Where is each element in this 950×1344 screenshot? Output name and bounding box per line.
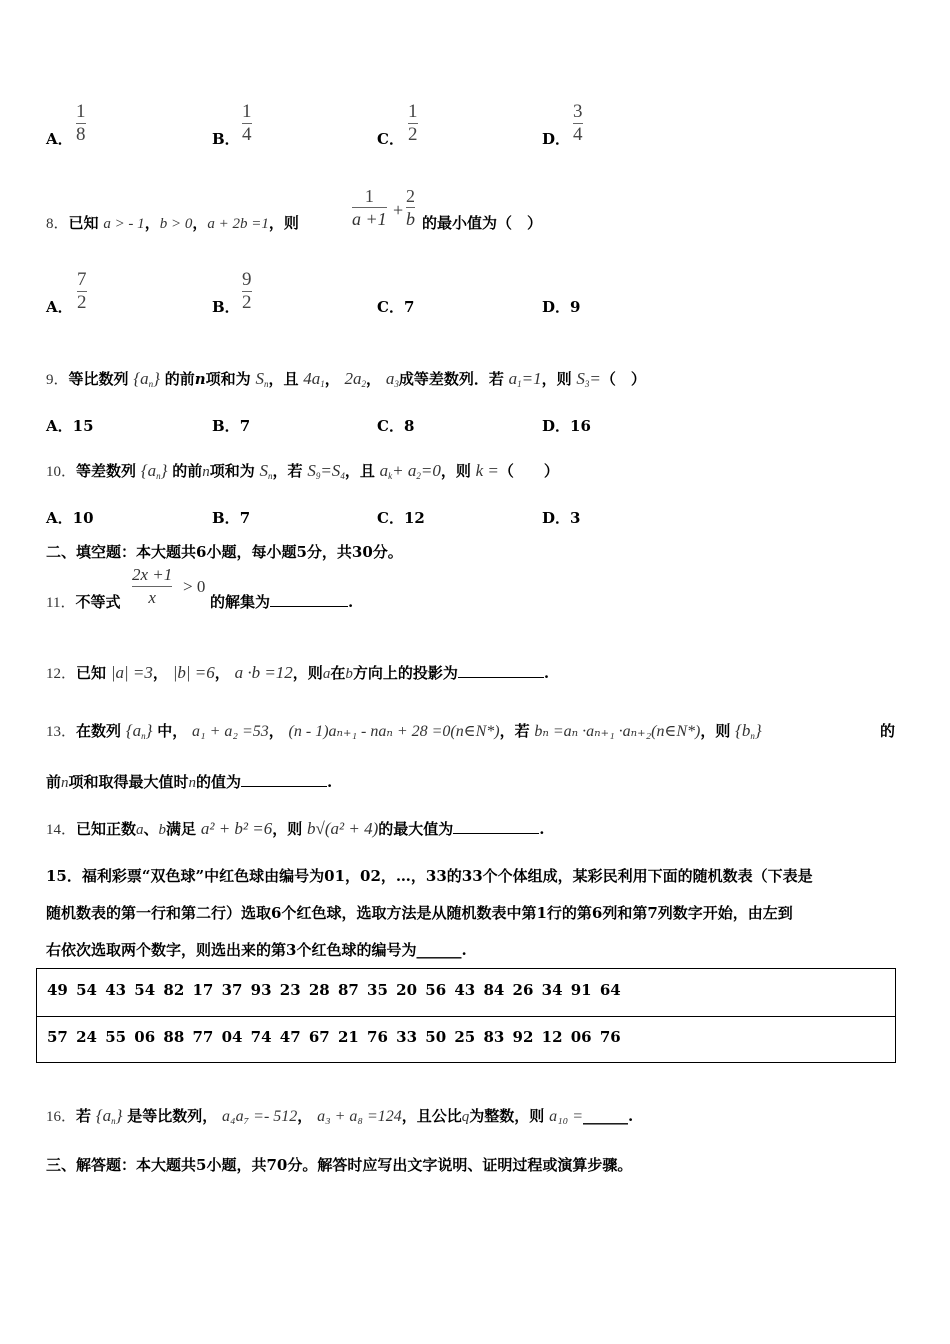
q16-target: a₁₀ = bbox=[549, 1108, 584, 1125]
answer-blank[interactable]: ______ bbox=[583, 1107, 629, 1125]
q10-option-b bbox=[212, 507, 250, 528]
sum-symbol: S bbox=[255, 369, 264, 388]
q8-option-b-fraction bbox=[242, 270, 252, 313]
q10-text-3: 项和为 bbox=[209, 462, 255, 480]
denominator: 2 bbox=[77, 292, 87, 313]
separator: 、 bbox=[143, 820, 159, 838]
q12-cond-3: a ·b =12 bbox=[234, 663, 293, 682]
option-value: 7 bbox=[239, 509, 251, 527]
period: . bbox=[327, 773, 333, 791]
numerator: 7 bbox=[77, 269, 87, 290]
period: . bbox=[543, 664, 550, 682]
var-a: a bbox=[136, 822, 144, 838]
option-label: B． bbox=[212, 509, 240, 527]
q9-term-3 bbox=[386, 369, 399, 388]
subscript: 2 bbox=[361, 379, 367, 389]
q9-sequence: $\{a_n\}$ bbox=[133, 369, 160, 389]
q10-text-4: ，若 bbox=[272, 462, 303, 480]
q7-option-c-fraction bbox=[408, 102, 418, 145]
option-label: D． bbox=[542, 509, 571, 527]
q9-text: 等比数列 bbox=[68, 370, 129, 388]
q14-line bbox=[46, 818, 545, 839]
q7-option-a-fraction bbox=[76, 102, 86, 145]
q8-option-d bbox=[542, 296, 580, 317]
question-number: 8． bbox=[46, 216, 69, 232]
option-value: 16 bbox=[570, 417, 591, 435]
q10-paren: （ ） bbox=[498, 462, 559, 480]
q9-text-3: 项和为 bbox=[205, 370, 251, 388]
q10-cond-1 bbox=[307, 461, 344, 480]
q9-text-5: 成等差数列．若 bbox=[398, 370, 504, 388]
q10-option-c bbox=[377, 507, 425, 528]
period: . bbox=[539, 820, 545, 838]
q10-option-a bbox=[46, 507, 94, 528]
vector-b: b bbox=[345, 666, 353, 682]
option-label: C． bbox=[377, 298, 404, 316]
q9-text-4: ，且 bbox=[268, 370, 299, 388]
answer-blank[interactable] bbox=[270, 592, 348, 607]
q16-cond-1: a₄a₇ =- 512 bbox=[222, 1108, 298, 1125]
q9-option-a bbox=[46, 415, 94, 436]
q10-text: 等差数列 bbox=[76, 462, 137, 480]
term: 4a bbox=[303, 369, 321, 388]
numerator: 2x +1 bbox=[132, 565, 173, 584]
q14-text-2: 满足 bbox=[166, 820, 197, 838]
q8-cond-1: a > - 1 bbox=[103, 216, 145, 232]
q13-text-7: 项和取得最大值时 bbox=[68, 773, 189, 791]
numerator: 2 bbox=[406, 186, 415, 206]
q9-text-2: 的前 bbox=[164, 370, 195, 388]
q13-text-2: 中， bbox=[157, 722, 188, 740]
q10-cond-2 bbox=[380, 461, 441, 480]
q13-line-1: 13．在数列 $\{a_n\}$ 中， a₁ + a₂ =53， (n - 1)aₙ₊₁ - naₙ + 28 =0(n∈N*)，若 bₙ =aₙ ·aₙ₊₁ ·aₙ₊₂(n∈N*)，则 $\{b_n\}$ bbox=[46, 721, 762, 741]
q9-paren: （ ） bbox=[600, 370, 646, 388]
seq-symbol: a bbox=[147, 461, 157, 480]
subscript: 1 bbox=[320, 379, 325, 389]
q16-line bbox=[46, 1105, 633, 1126]
option-label: D． bbox=[542, 417, 571, 435]
term: S bbox=[307, 461, 316, 480]
q10-n: n bbox=[202, 464, 210, 480]
q8-option-b-label: B． bbox=[212, 298, 240, 316]
q12-text-2: ，则 bbox=[292, 664, 323, 682]
q13-text-5: 的 bbox=[880, 722, 896, 740]
q13-text-8: 的值为 bbox=[196, 773, 242, 791]
subscript: n bbox=[111, 1116, 116, 1126]
q14-text-4: 的最大值为 bbox=[378, 820, 454, 838]
q9-option-c bbox=[377, 415, 414, 436]
q12-text-4: 方向上的投影为 bbox=[352, 664, 458, 682]
q15-line-1: 15．福利彩票“双色球”中红色球由编号为01，02，…，33的33个个体组成，某彩民利用下面的随机数表（下表是 bbox=[46, 867, 813, 885]
q11-line-end bbox=[210, 591, 353, 612]
term: a bbox=[508, 369, 518, 388]
q9-text-6: ，则 bbox=[541, 370, 572, 388]
question-number: 9． bbox=[46, 372, 69, 388]
option-value: 3 bbox=[570, 509, 581, 527]
option-value: 9 bbox=[570, 298, 581, 316]
random-number-table bbox=[36, 968, 896, 1063]
q11-fraction bbox=[132, 565, 172, 608]
q10-text-5: ，且 bbox=[344, 462, 375, 480]
seq-symbol: a bbox=[102, 1106, 112, 1125]
subscript: n bbox=[263, 379, 269, 389]
q13-text: 在数列 bbox=[76, 722, 122, 740]
q8-text-3: 的最小值为（ ） bbox=[422, 214, 543, 232]
q13-cond-3: bₙ =aₙ ·aₙ₊₁ ·aₙ₊₂(n∈N*) bbox=[534, 723, 701, 740]
equals: = bbox=[589, 369, 601, 388]
var-b: b bbox=[158, 822, 167, 838]
q14-text: 已知正数 bbox=[76, 820, 137, 838]
numerator: 1 bbox=[364, 186, 374, 206]
option-label: A． bbox=[46, 509, 73, 527]
numerator: 1 bbox=[242, 101, 252, 122]
subscript: 2 bbox=[416, 471, 421, 481]
q16-text-3: ，且公比 bbox=[401, 1107, 462, 1125]
subscript: 9 bbox=[315, 471, 321, 481]
ratio-q: q bbox=[461, 1109, 470, 1125]
q7-option-b-fraction bbox=[242, 102, 252, 145]
q10-sum bbox=[260, 461, 273, 480]
separator: ， bbox=[192, 214, 208, 232]
q12-cond-1: |a| =3 bbox=[110, 663, 153, 682]
q8-text-2: ，则 bbox=[268, 214, 299, 232]
numerator: 3 bbox=[573, 101, 583, 122]
question-number: 13． bbox=[46, 724, 77, 740]
q16-text-2: 是等比数列， bbox=[127, 1107, 218, 1125]
q13-cond-1: a₁ + a₂ =53 bbox=[192, 723, 269, 740]
q10-option-d bbox=[542, 507, 580, 528]
term: =S bbox=[320, 461, 341, 480]
q15-line-3: 右依次选取两个数字，则选出来的第3个红色球的编号为______. bbox=[46, 941, 467, 959]
q13-cond-2: (n - 1)aₙ₊₁ - naₙ + 28 =0(n∈N*) bbox=[288, 723, 500, 740]
q8-option-a-fraction bbox=[77, 270, 87, 313]
q7-option-d-fraction bbox=[573, 102, 583, 145]
q11-text-2: 的解集为 bbox=[210, 593, 271, 611]
section-2-heading: 二、填空题：本大题共6小题，每小题5分，共30分。 bbox=[46, 543, 403, 561]
q9-term-1 bbox=[303, 369, 325, 388]
q14-cond-1: a² + b² =6 bbox=[200, 819, 273, 838]
term: 2a bbox=[344, 369, 362, 388]
subscript: n bbox=[268, 471, 273, 481]
q8-cond-2: b > 0 bbox=[159, 216, 193, 232]
q11-rest: > 0 bbox=[183, 577, 206, 596]
option-label: D． bbox=[542, 298, 571, 316]
question-number: 12． bbox=[46, 666, 77, 682]
q13-n: n bbox=[61, 775, 69, 791]
denominator: 8 bbox=[76, 124, 86, 145]
q13-sequence: $\{a_n\}$ bbox=[125, 721, 153, 741]
numerator: 1 bbox=[76, 101, 86, 122]
subscript: n bbox=[156, 471, 161, 481]
subscript: 4 bbox=[340, 471, 345, 481]
question-number: 14． bbox=[46, 822, 77, 838]
option-value: 12 bbox=[403, 509, 425, 527]
q7-option-c-label: C． bbox=[377, 130, 404, 148]
q16-text-4: 为整数，则 bbox=[469, 1107, 545, 1125]
question-number: 11． bbox=[46, 595, 76, 611]
q9-term-2 bbox=[345, 369, 367, 388]
q9-sum bbox=[255, 369, 268, 388]
subscript: 1 bbox=[517, 379, 522, 389]
question-number: 10． bbox=[46, 464, 77, 480]
period: . bbox=[348, 593, 354, 611]
q8-option-a-label: A． bbox=[46, 298, 73, 316]
subscript: 3 bbox=[584, 379, 590, 389]
answer-blank[interactable] bbox=[458, 663, 544, 678]
option-value: 15 bbox=[72, 417, 94, 435]
subscript: 3 bbox=[394, 379, 399, 389]
q9-n: n bbox=[194, 370, 206, 388]
q8-text: 已知 bbox=[68, 214, 99, 232]
plus-sign: + bbox=[393, 200, 404, 220]
q13-text-6: 前 bbox=[46, 773, 62, 791]
q12-text: 已知 bbox=[76, 664, 107, 682]
denominator: b bbox=[406, 209, 415, 229]
option-label: A． bbox=[46, 417, 73, 435]
option-value: 10 bbox=[72, 509, 94, 527]
equals: =1 bbox=[521, 369, 542, 388]
denominator: 2 bbox=[242, 292, 252, 313]
seq-symbol: a bbox=[132, 721, 142, 740]
option-label: B． bbox=[212, 417, 240, 435]
option-label: C． bbox=[377, 509, 404, 527]
section-3-heading: 三、解答题：本大题共5小题，共70分。解答时应写出文字说明、证明过程或演算步骤。 bbox=[46, 1156, 633, 1174]
q10-text-2: 的前 bbox=[172, 462, 203, 480]
q12-line: 12．已知 |a| =3， |b| =6， a ·b =12，则a在b方向上的投影为 . bbox=[46, 663, 550, 682]
term: a bbox=[385, 369, 395, 388]
q14-expression: b√(a² + 4) bbox=[307, 819, 379, 838]
q10-line bbox=[46, 460, 559, 481]
q16-text: 若 bbox=[76, 1107, 92, 1125]
denominator: x bbox=[148, 588, 156, 607]
subscript: n bbox=[148, 379, 154, 389]
question-number: 16． bbox=[46, 1109, 77, 1125]
q9-option-b bbox=[212, 415, 250, 436]
denominator: 4 bbox=[573, 124, 583, 145]
sum-symbol: S bbox=[259, 461, 269, 480]
seq-symbol: a bbox=[140, 369, 149, 388]
separator: ， bbox=[144, 214, 160, 232]
q15-line-2: 随机数表的第一行和第二行）选取6个红色球，选取方法是从随机数表中第1行的第6列和第7列数字开始，由左到 bbox=[46, 904, 793, 922]
q8-fraction-1 bbox=[352, 186, 387, 229]
denominator: a +1 bbox=[352, 209, 387, 229]
q10-text-6: ，则 bbox=[440, 462, 471, 480]
term: + a bbox=[392, 461, 417, 480]
q10-k: k = bbox=[475, 461, 499, 480]
table-divider bbox=[37, 1016, 895, 1017]
answer-blank[interactable] bbox=[453, 819, 539, 834]
q13-text-3: ，若 bbox=[499, 722, 530, 740]
q10-sequence: $\{a_n\}$ bbox=[140, 461, 168, 481]
denominator: 4 bbox=[242, 124, 252, 145]
q13-text-4: ，则 bbox=[700, 722, 731, 740]
option-value: 7 bbox=[403, 298, 415, 316]
q8-option-c bbox=[377, 296, 414, 317]
q14-text-3: ，则 bbox=[272, 820, 303, 838]
option-value: 8 bbox=[403, 417, 415, 435]
answer-blank[interactable] bbox=[241, 772, 327, 787]
vector-a: a bbox=[322, 666, 331, 682]
option-value: 7 bbox=[239, 417, 251, 435]
q7-option-b-label: B． bbox=[212, 130, 240, 148]
option-label: C． bbox=[377, 417, 404, 435]
q8-cond-3: a + 2b =1 bbox=[207, 216, 269, 232]
q11-text: 不等式 bbox=[75, 593, 121, 611]
q9-target bbox=[576, 369, 600, 388]
q11-line-start bbox=[46, 591, 120, 612]
q12-cond-2: |b| =6 bbox=[172, 663, 215, 682]
table-row: 57 24 55 06 88 77 04 74 47 67 21 76 33 50 25 83 92 12 06 76 bbox=[47, 1028, 621, 1046]
q8-fraction-2 bbox=[406, 186, 415, 229]
q7-option-a-label: A． bbox=[46, 130, 73, 148]
term: S bbox=[576, 369, 585, 388]
q12-text-3: 在 bbox=[330, 664, 346, 682]
numerator: 1 bbox=[408, 101, 418, 122]
subscript: n bbox=[141, 731, 146, 741]
q16-cond-2: a₃ + a₈ =124 bbox=[317, 1108, 402, 1125]
q16-sequence: $\{a_n\}$ bbox=[95, 1106, 123, 1126]
table-row: 49 54 43 54 82 17 37 93 23 28 87 35 20 56 43 84 26 34 91 64 bbox=[47, 981, 621, 999]
term: a bbox=[379, 461, 389, 480]
subscript: k bbox=[388, 471, 393, 481]
q9-cond bbox=[509, 369, 542, 388]
q9-line: 9．等比数列 $\{a_n\}$ 的前n项和为 $S_n$，且 $4a_1$， $2a_2$， $a_3$成等差数列．若 $a_1=1$，则 $S_3=$（ ） bbox=[46, 369, 646, 389]
q13-line-2 bbox=[46, 771, 332, 792]
q13-n-2: n bbox=[188, 775, 197, 791]
q9-option-d bbox=[542, 415, 591, 436]
period: . bbox=[628, 1107, 634, 1125]
numerator: 9 bbox=[242, 269, 252, 290]
denominator: 2 bbox=[408, 124, 418, 145]
separator: ， bbox=[297, 1107, 313, 1125]
q7-option-d-label: D． bbox=[542, 130, 571, 148]
q13-b-sequence: $\{b_n\}$ bbox=[735, 721, 762, 741]
equals: =0 bbox=[420, 461, 441, 480]
